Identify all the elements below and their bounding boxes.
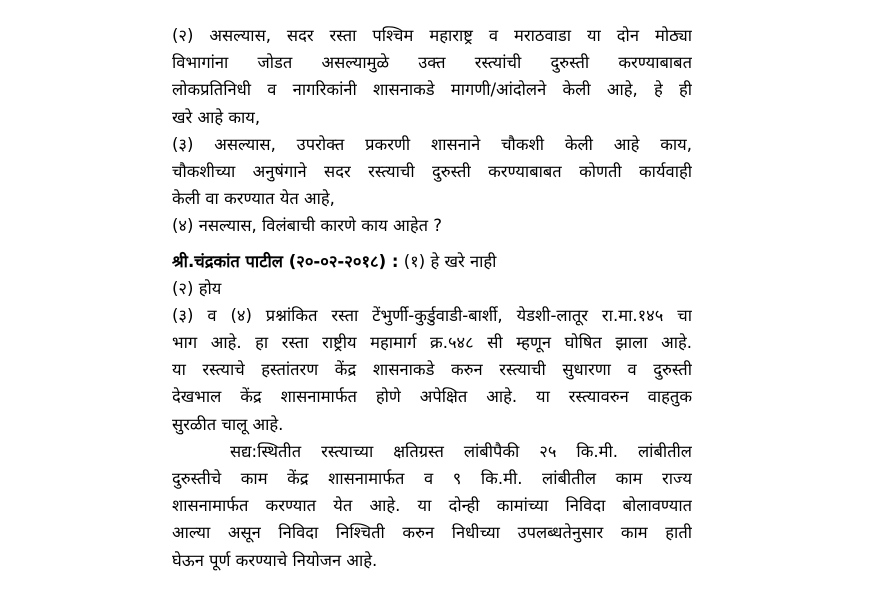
text-line: दुरुस्तीचे काम केंद्र शासनामार्फत व ९ कि.मी. लांबीतील काम राज्य [172,469,692,488]
text-line: केली वा करण्यात येत आहे, [172,189,335,209]
answer-part-1: (१) हे खरे नाही [403,251,497,271]
text-line: विभागांना जोडत असल्यामुळे उक्त रस्त्यांची दुरुस्ती करण्याबाबत [172,53,692,73]
text-line: (२) असल्यास, सदर रस्ता पश्चिम महाराष्ट्र व मराठवाडा या दोन मोठ्या [172,26,692,45]
text-line: (३) असल्यास, उपरोक्त प्रकरणी शासनाने चौकशी केली आहे काय, [172,134,692,154]
text-line: भाग आहे. हा रस्ता राष्ट्रीय महामार्ग क्र.५४८ सी म्हणून घोषित झाला आहे. [172,333,692,353]
text-line: चौकशीच्या अनुषंगाने सदर रस्त्याची दुरुस्ती करण्याबाबत कोणती कार्यवाही [172,161,692,181]
answer-part-2: (२) होय [172,278,222,298]
text-line: या रस्त्याचे हस्तांतरण केंद्र शासनाकडे करुन रस्त्याची सुधारणा व दुरुस्ती [172,360,692,380]
question-part-2 [172,22,692,131]
text-line: लोकप्रतिनिधी व नागरिकांनी शासनाकडे मागणी/आंदोलने केली आहे, हे ही [172,80,692,100]
section-gap [172,240,692,248]
text-line: (३) व (४) प्रश्नांकित रस्ता टेंभुर्णी-कुर्डुवाडी-बार्शी, येडशी-लातूर रा.मा.१४५ चा [172,305,692,325]
answer-part-3-4 [172,302,692,438]
text-line: आल्या असून निविदा निश्चिती करुन निधीच्या उपलब्धतेनुसार काम हाती [172,523,692,543]
text-line: सद्य:स्थितीत रस्त्याच्या क्षतिग्रस्त लांबीपैकी २५ कि.मी. लांबीतील [230,441,692,461]
current-status-paragraph [172,438,692,574]
text-line: देखभाल केंद्र शासनामार्फत होणे अपेक्षित आहे. या रस्त्यावरुन वाहतुक [172,387,692,407]
document-page [172,22,692,574]
question-part-3 [172,131,692,213]
text-line: घेऊन पूर्ण करण्याचे नियोजन आहे. [172,550,378,570]
question-part-4 [172,212,692,239]
text-line: शासनामार्फत करण्यात येत आहे. या दोन्ही कामांच्या निविदा बोलावण्यात [172,496,692,516]
text-line: खरे आहे काय, [172,107,261,127]
minister-name: श्री.चंद्रकांत पाटील (२०-०२-२०१८) : [172,251,399,271]
text-line: (४) नसल्यास, विलंबाची कारणे काय आहेत ? [172,216,443,236]
answer-heading [172,248,692,275]
text-line: सुरळीत चालू आहे. [172,414,284,434]
